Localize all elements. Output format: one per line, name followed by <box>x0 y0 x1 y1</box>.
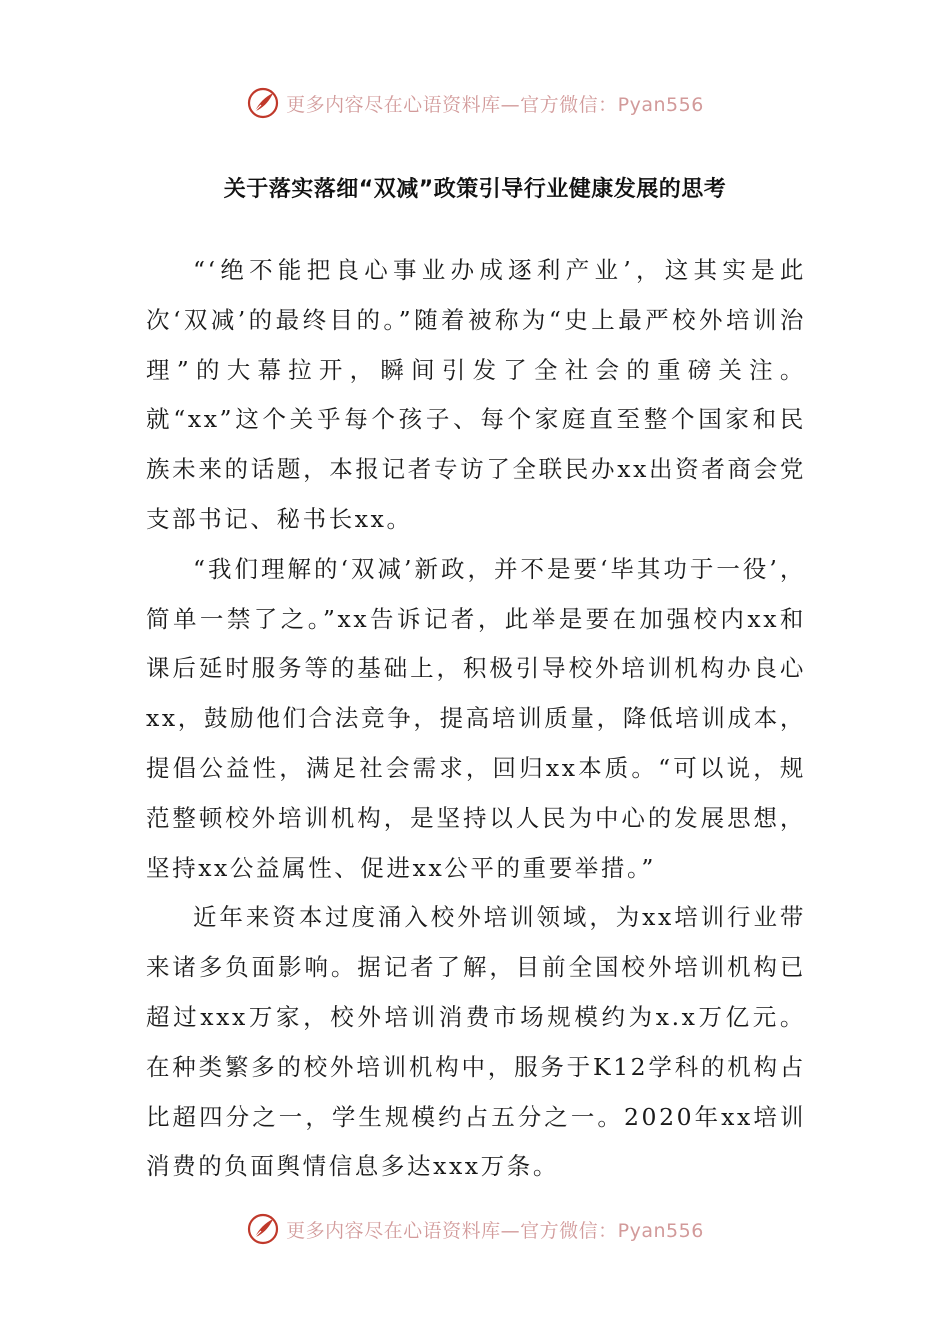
watermark-header <box>0 86 950 120</box>
watermark-footer <box>0 1212 950 1246</box>
document-body <box>146 246 806 1192</box>
paragraph: “‘绝不能把良心事业办成逐利产业’，这其实是此次‘双减’的最终目的。”随着被称为“史上最严校外培训治理”的大幕拉开，瞬间引发了全社会的重磅关注。就“xx”这个关乎每个孩子、每个家庭直至整个国家和民族未来的话题，本报记者专访了全联民办xx出资者商会党支部书记、秘书长xx。 <box>146 256 806 533</box>
paragraph: 近年来资本过度涌入校外培训领域，为xx培训行业带来诸多负面影响。据记者了解，目前全国校外培训机构已超过xxx万家，校外培训消费市场规模约为x.x万亿元。在种类繁多的校外培训机构中，服务于K12学科的机构占比超四分之一，学生规模约占五分之一。2020年xx培训消费的负面舆情信息多达xxx万条。 <box>146 903 806 1181</box>
watermark-text: 更多内容尽在心语资料库—官方微信：Pyan556 <box>286 1219 704 1242</box>
feather-pen-logo-icon <box>246 86 280 120</box>
feather-pen-logo-icon <box>246 1212 280 1246</box>
paragraph: “我们理解的‘双减’新政，并不是要‘毕其功于一役’，简单一禁了之。”xx告诉记者，此举是要在加强校内xx和课后延时服务等的基础上，积极引导校外培训机构办良心xx，鼓励他们合法竞争，提高培训质量，降低培训成本，提倡公益性，满足社会需求，回归xx本质。“可以说，规范整顿校外培训机构，是坚持以人民为中心的发展思想，坚持xx公益属性、促进xx公平的重要举措。” <box>146 554 806 882</box>
document-title: 关于落实落细“双减”政策引导行业健康发展的思考 <box>223 177 727 202</box>
watermark-text: 更多内容尽在心语资料库—官方微信：Pyan556 <box>286 93 704 116</box>
